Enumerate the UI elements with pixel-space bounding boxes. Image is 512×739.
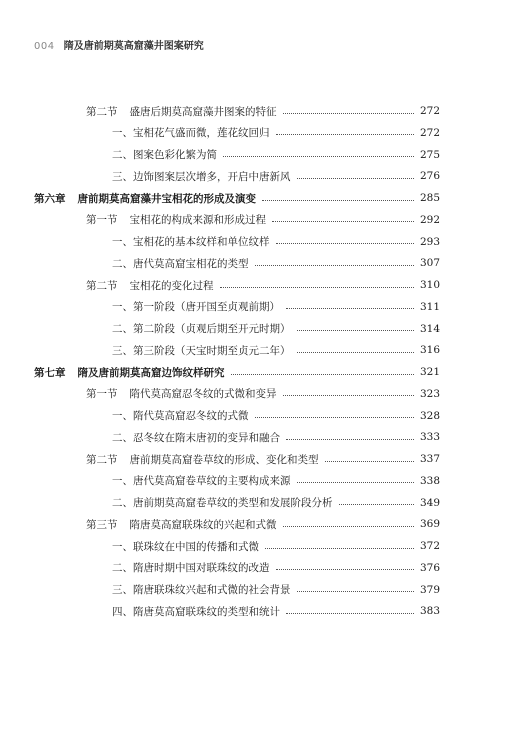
toc-entry-label [112,430,280,445]
toc-item-entry [0,603,440,619]
dot-leader [283,526,414,527]
toc-entry-title: 隋及唐前期莫高窟边饰纹样研究 [77,366,225,379]
toc-entry-page: 328 [419,409,440,422]
toc-item-entry [0,255,440,271]
toc-item-entry [0,125,440,141]
dot-leader [276,569,414,570]
dot-leader [286,439,414,440]
toc-item-entry [0,147,440,163]
toc-entry-title: 二、第二阶段（贞观后期至开元时期） [112,323,291,335]
toc-entry-title: 二、唐前期莫高窟卷草纹的类型和发展阶段分析 [112,497,333,509]
toc-entry-page: 292 [419,213,440,226]
toc-entry-title: 一、联珠纹在中国的传播和式微 [112,540,259,553]
toc-item-entry [0,429,440,445]
toc-entry-page: 376 [419,561,440,574]
toc-item-entry [0,299,440,315]
toc-item-entry [0,560,440,576]
toc-entry-label [112,256,249,271]
toc-entry-title: 一、第一阶段（唐开国至贞观前期） [112,301,280,314]
dot-leader [297,482,414,483]
toc-item-entry [0,408,440,424]
toc-entry-label [34,365,225,380]
toc-entry-page: 369 [419,518,440,531]
dot-leader [265,548,414,549]
toc-item-entry [0,342,440,358]
toc-section-entry [0,386,440,402]
toc-entry-page: 293 [419,235,440,248]
toc-entry-page: 379 [419,583,440,596]
toc-entry-title: 宝相花的变化过程 [129,279,214,292]
toc-entry-page: 311 [419,300,440,313]
toc-entry-page: 310 [419,279,440,291]
toc-entry-number: 第七章 [34,366,66,379]
toc-entry-number: 第六章 [34,192,66,205]
toc-entry-label [86,278,214,293]
toc-entry-page: 316 [419,344,440,357]
toc-item-entry [0,538,440,554]
dot-leader [283,113,414,114]
toc-entry-page: 333 [419,431,440,444]
toc-entry-title: 二、隋唐时期中国对联珠纹的改造 [112,562,270,575]
toc-section-entry [0,212,440,228]
toc-entry-number: 第三节 [86,518,118,531]
dot-leader [339,504,414,505]
dot-leader [283,395,414,396]
toc-entry-page: 372 [419,540,440,552]
toc-entry-label [112,343,291,358]
toc-entry-title: 隋唐莫高窟联珠纹的兴起和式微 [129,518,277,531]
dot-leader [223,156,414,157]
toc-entry-page: 314 [419,322,440,335]
toc-entry-label [112,169,291,184]
dot-leader [297,352,414,353]
toc-item-entry [0,473,440,489]
toc-entry-label [112,582,291,597]
dot-leader [231,374,414,375]
toc-entry-title: 四、隋唐莫高窟联珠纹的类型和统计 [112,605,280,618]
dot-leader [255,265,414,266]
toc-entry-title: 一、隋代莫高窟忍冬纹的式微 [112,410,249,422]
toc-entry-title: 一、唐代莫高窟卷草纹的主要构成来源 [112,475,291,488]
toc-item-entry [0,582,440,598]
toc-entry-page: 275 [419,148,440,161]
toc-entry-title: 二、唐代莫高窟宝相花的类型 [112,257,249,270]
toc-entry-label [86,212,266,227]
toc-entry-label [112,604,280,619]
toc-entry-page: 272 [419,105,440,117]
toc-entry-number: 第二节 [86,279,118,292]
toc-entry-title: 一、宝相花的基本纹样和单位纹样 [112,236,270,248]
toc-section-entry [0,103,440,119]
toc-entry-label [112,473,291,488]
toc-entry-label [112,560,270,575]
toc-entry-page: 307 [419,257,440,270]
toc-item-entry [0,234,440,250]
toc-section-entry [0,451,440,467]
dot-leader [297,330,414,331]
toc-entry-title: 三、第三阶段（天宝时期至贞元二年） [112,344,291,357]
toc-entry-page: 383 [419,605,440,618]
dot-leader [276,134,414,135]
toc-entry-label [112,321,291,336]
toc-entry-page: 338 [419,474,440,487]
toc-entry-page: 337 [419,453,440,465]
toc-entry-label [86,386,277,401]
dot-leader [286,308,414,309]
toc-entry-number: 第二节 [86,453,118,466]
toc-entry-title: 唐前期莫高窟藻井宝相花的形成及演变 [77,192,256,205]
toc-entry-title: 二、图案色彩化繁为简 [112,149,217,161]
dot-leader [272,221,414,222]
dot-leader [220,287,414,288]
toc-entry-number: 第一节 [86,214,118,227]
dot-leader [276,243,414,244]
toc-entry-label [112,234,270,249]
toc-entry-label [86,452,319,467]
toc-entry-label [112,495,333,510]
toc-entry-label [86,104,277,119]
dot-leader [325,461,414,462]
toc-section-entry [0,277,440,293]
toc-entry-label [112,539,259,554]
toc-entry-title: 宝相花的构成来源和形成过程 [129,214,266,227]
page-number: 004 [34,41,55,52]
toc-entry-page: 323 [419,387,440,400]
toc-entry-title: 隋代莫高窟忍冬纹的式微和变异 [129,388,277,401]
toc-entry-page: 276 [419,170,440,183]
toc-entry-number: 第二节 [86,105,118,118]
toc-entry-page: 272 [419,126,440,139]
book-title: 隋及唐前期莫高窟藻井图案研究 [63,41,204,52]
dot-leader [262,200,414,201]
toc-entry-label [112,147,217,162]
toc-entry-title: 盛唐后期莫高窟藻井图案的特征 [129,105,277,118]
toc-item-entry [0,495,440,511]
dot-leader [286,613,414,614]
toc-entry-label [34,191,256,206]
toc-entry-title: 一、宝相花气盛而微，莲花纹回归 [112,127,270,140]
toc-chapter-entry [0,364,440,380]
dot-leader [297,178,414,179]
toc-entry-label [86,517,277,532]
dot-leader [297,591,414,592]
toc-entry-label [112,125,270,140]
toc-entry-title: 三、边饰图案层次增多，开启中唐新风 [112,170,291,183]
running-header [34,37,204,52]
toc-entry-title: 三、隋唐联珠纹兴起和式微的社会背景 [112,584,291,596]
toc-entry-label [112,299,280,314]
toc-entry-title: 二、忍冬纹在隋末唐初的变异和融合 [112,431,280,444]
toc-section-entry [0,516,440,532]
toc-entry-number: 第一节 [86,388,118,401]
toc-chapter-entry [0,190,440,206]
toc-entry-page: 285 [419,192,440,204]
toc-item-entry [0,321,440,337]
toc-entry-title: 唐前期莫高窟卷草纹的形成、变化和类型 [129,453,319,466]
toc-entry-label [112,408,249,423]
toc-item-entry [0,168,440,184]
dot-leader [255,417,414,418]
toc-entry-page: 349 [419,496,440,509]
toc-entry-page: 321 [419,366,440,378]
